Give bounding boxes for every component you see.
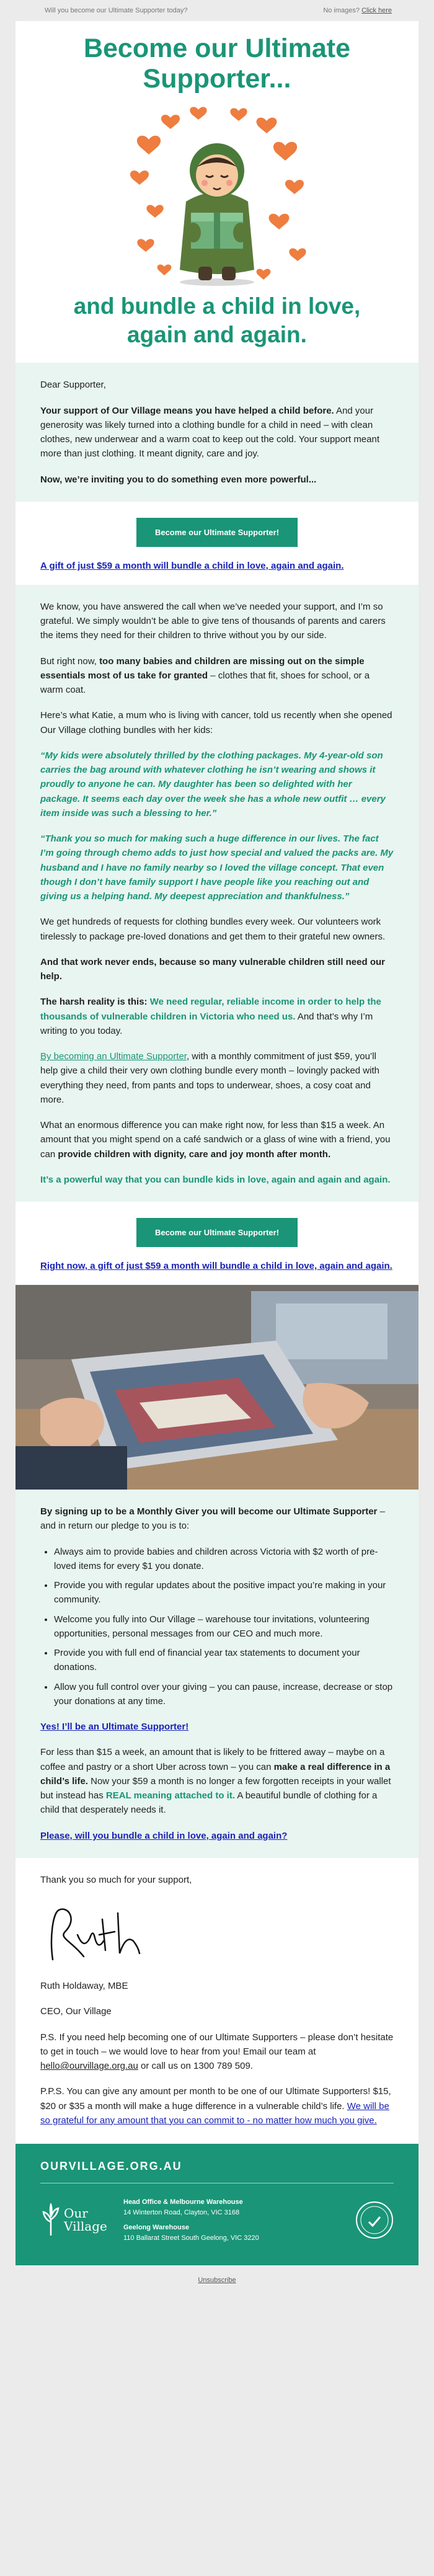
heart-icon	[161, 115, 180, 129]
heart-icon	[146, 205, 163, 218]
heart-icon	[273, 142, 297, 161]
hero-title: Become our Ultimate Supporter...	[83, 33, 351, 94]
thanks-text: Thank you so much for your support,	[40, 1874, 192, 1885]
ps-paragraph	[40, 2030, 394, 2074]
footer	[16, 2144, 418, 2265]
body-bold: By signing up to be a Monthly Giver you will become our Ultimate Supporter	[40, 1506, 378, 1517]
body-text: What an enormous difference you can make right now, for less than $15 a week. An amount that you might spend on a café sandwich or a glass of wine with a friend, you can	[40, 1120, 391, 1160]
pledge-item: • Always aim to provide babies and children across Victoria with $2 worth of pre-loved items for every $1 you donate.	[54, 1545, 394, 1574]
body-bold: And that work never ends, because so many vulnerable children still need our help.	[40, 956, 385, 982]
office-address: 14 Winterton Road, Clayton, VIC 3168	[123, 2208, 240, 2216]
pledge-item: • Provide you with regular updates about the positive impact you’re making in your community.	[54, 1578, 394, 1607]
body-green: We need regular, reliable income in order to help the thousands of vulnerable children in Victoria who need us.	[40, 997, 381, 1022]
gift-link-1[interactable]: A gift of just $59 a month will bundle a child in love, again and again.	[40, 560, 344, 571]
pps-paragraph	[40, 2084, 394, 2128]
body-text: – clothes that fit, shoes for school, or a warm coat.	[40, 670, 370, 696]
body-text: P.P.S. You can give any amount per month to be one of our Ultimate Supporters! $15, $20 or $35 a month will make a huge difference in a vulnerable child’s life.	[40, 2086, 391, 2112]
hero	[16, 21, 418, 363]
charity-seal-icon	[355, 2201, 394, 2239]
cta-row-2	[16, 1202, 418, 1261]
story-section	[16, 585, 418, 1202]
heart-icon	[257, 117, 277, 133]
logo-line2: Village	[64, 2219, 107, 2234]
heart-icon	[289, 248, 306, 261]
pledge-intro	[40, 1504, 394, 1534]
body-paragraph: Here’s what Katie, a mum who is living with cancer, told us recently when she opened Our Village clothing bundles with her kids:	[40, 710, 392, 735]
bundle-child-link[interactable]: Please, will you bundle a child in love, again and again?	[40, 1830, 288, 1841]
intro-paragraph	[40, 404, 394, 461]
body-paragraph	[40, 1118, 394, 1161]
email-link[interactable]: hello@ourvillage.org.au	[40, 2061, 138, 2072]
geelong-address: 110 Ballarat Street South Geelong, VIC 3220	[123, 2234, 259, 2242]
body-bold: The harsh reality is this:	[40, 997, 148, 1008]
become-supporter-button[interactable]: Become our Ultimate Supporter!	[136, 1218, 298, 1247]
heart-icon	[230, 108, 247, 121]
signer-name: Ruth Holdaway, MBE	[40, 1981, 128, 1992]
pledge-list	[40, 1545, 394, 1709]
preheader	[0, 0, 434, 21]
pledge-item: • Provide you with full end of financial year tax statements to document your donations.	[54, 1646, 394, 1675]
footer-row	[40, 2197, 394, 2243]
logo-line1: Our	[64, 2206, 88, 2221]
powerful-way-text: It’s a powerful way that you can bundle kids in love, again and again and again.	[40, 1174, 391, 1185]
images-notice-text: No images?	[323, 7, 362, 14]
katie-quote-1: “My kids were absolutely thrilled by the clothing packages. My 4-year-old son carries the bag around with whatever clothing he isn’t wearing and shows it proudly to anyone he can. My daughter has been so delighted with her package. It seems each day over the week she has a whole new outfit … every item inside was such a blessing to her.”	[40, 750, 386, 819]
harsh-reality-paragraph	[40, 995, 394, 1038]
body-text: – and in return our pledge to you is to:	[40, 1506, 385, 1532]
hero-subtitle	[34, 292, 400, 363]
click-here-link[interactable]: Click here	[361, 7, 392, 14]
body-paragraph	[40, 1745, 394, 1817]
body-green: REAL meaning attached to it.	[105, 1790, 236, 1801]
body-paragraph: We know, you have answered the call when we’ve needed your support, and I’m so grateful. We simply wouldn’t be able to give tens of thousands of parents and carers the items they need for their children to thrive without you by our side.	[40, 601, 386, 641]
office-title: Head Office & Melbourne Warehouse	[123, 2198, 243, 2206]
geelong-title: Geelong Warehouse	[123, 2224, 189, 2232]
unsubscribe-link[interactable]: Unsubscribe	[198, 2276, 236, 2285]
signer-title: CEO, Our Village	[40, 2006, 112, 2017]
hero-subtitle-line1: and bundle a child in love,	[73, 293, 361, 319]
clothing-bundle-photo	[16, 1285, 418, 1490]
cta-row-1	[16, 502, 418, 561]
intro-bold: Your support of Our Village means you have helped a child before.	[40, 405, 334, 416]
any-amount-link[interactable]: We will be so grateful for any amount that you can commit to - no matter how much you give.	[40, 2100, 389, 2126]
greeting: Dear Supporter,	[40, 380, 106, 391]
footer-addresses	[115, 2197, 355, 2243]
invitation-text: Now, we’re inviting you to do something even more powerful...	[40, 474, 317, 485]
body-paragraph	[40, 1049, 394, 1107]
signature	[40, 1901, 152, 1969]
email-body	[16, 21, 418, 2265]
body-text: A beautiful bundle of clothing for a child that desperately needs it.	[40, 1790, 378, 1816]
heart-icon	[285, 180, 304, 194]
become-supporter-button[interactable]: Become our Ultimate Supporter!	[136, 518, 298, 547]
child-with-hearts-illustration	[112, 102, 322, 288]
body-bold: too many babies and children are missing out on the simple essentials most of us take for granted	[40, 655, 365, 681]
body-paragraph: We get hundreds of requests for clothing bundles every week. Our volunteers work tirelessly to package pre-loved donations and get them to their grateful new owners.	[40, 917, 386, 942]
body-bold: provide children with dignity, care and joy month after month.	[58, 1148, 331, 1160]
intro-section	[16, 363, 418, 502]
footer-domain: OURVILLAGE.ORG.AU	[40, 2160, 182, 2173]
tree-logo-icon	[40, 2203, 61, 2237]
pledge-item: • Allow you full control over your giving – you can pause, increase, decrease or stop your donations at any time.	[54, 1680, 394, 1709]
preheader-text: Will you become our Ultimate Supporter today?	[45, 7, 188, 14]
ultimate-supporter-link[interactable]: By becoming an Ultimate Supporter	[40, 1051, 187, 1062]
heart-icon	[137, 239, 154, 252]
heart-icon	[190, 107, 206, 120]
pledge-item: • Welcome you fully into Our Village – warehouse tour invitations, volunteering opportunities, personal messages from our CEO and much more.	[54, 1612, 394, 1641]
body-paragraph	[40, 654, 394, 698]
unsubscribe-row	[0, 2265, 434, 2295]
heart-icon	[269, 213, 290, 229]
heart-icon	[157, 264, 172, 275]
gift-link-2[interactable]: Right now, a gift of just $59 a month will bundle a child in love, again and again.	[40, 1261, 392, 1272]
images-notice	[323, 7, 392, 14]
yes-supporter-link[interactable]: Yes! I’ll be an Ultimate Supporter!	[40, 1721, 189, 1733]
pledge-section	[16, 1490, 418, 1858]
our-village-logo	[40, 2203, 115, 2237]
katie-quote-2: “Thank you so much for making such a huge difference in our lives. The fact I’m going through chemo adds to just how special and valued the packs are. My husband and I have no family nearby so I loved the village concept. That even though I don’t have family support I have people like you reaching out and giving us a helping hand. My deepest appreciation and thankfulness.”	[40, 833, 394, 902]
body-text: But right now,	[40, 655, 100, 667]
signoff-section	[16, 1858, 418, 2144]
body-text: P.S. If you need help becoming one of our Ultimate Supporters – please don’t hesitate to get in touch – we would love to hear from you! Email our team at	[40, 2032, 394, 2057]
heart-icon	[130, 171, 149, 185]
body-text: Now your $59 a month is no longer a few forgotten receipts in your wallet but instead has	[40, 1775, 391, 1801]
heart-icon	[137, 136, 161, 154]
intro-rest: And your generosity was likely turned into a clothing bundle for a child in need – with clean clothes, new underwear and a warm coat to keep out the cold. Your support meant more than just clothing. It meant dignity, care and joy.	[40, 405, 380, 460]
hero-subtitle-line2: again and again.	[127, 322, 307, 348]
heart-icon	[257, 269, 271, 280]
body-bold: make a real difference in a child’s life.	[40, 1761, 391, 1787]
body-text: And that’s why I’m writing to you today.	[40, 1011, 373, 1036]
body-text: For less than $15 a week, an amount that is likely to be frittered away – maybe on a coffee and pastry or a short Uber across town – you can	[40, 1747, 385, 1772]
body-text: or call us on 1300 789 509.	[138, 2061, 253, 2072]
body-text: , with a monthly commitment of just $59, you’ll help give a child their very own clothing bundle every month – lovingly packed with everything they need, from pants and tops to underwear, shoes, a cosy coat and more.	[40, 1051, 379, 1105]
